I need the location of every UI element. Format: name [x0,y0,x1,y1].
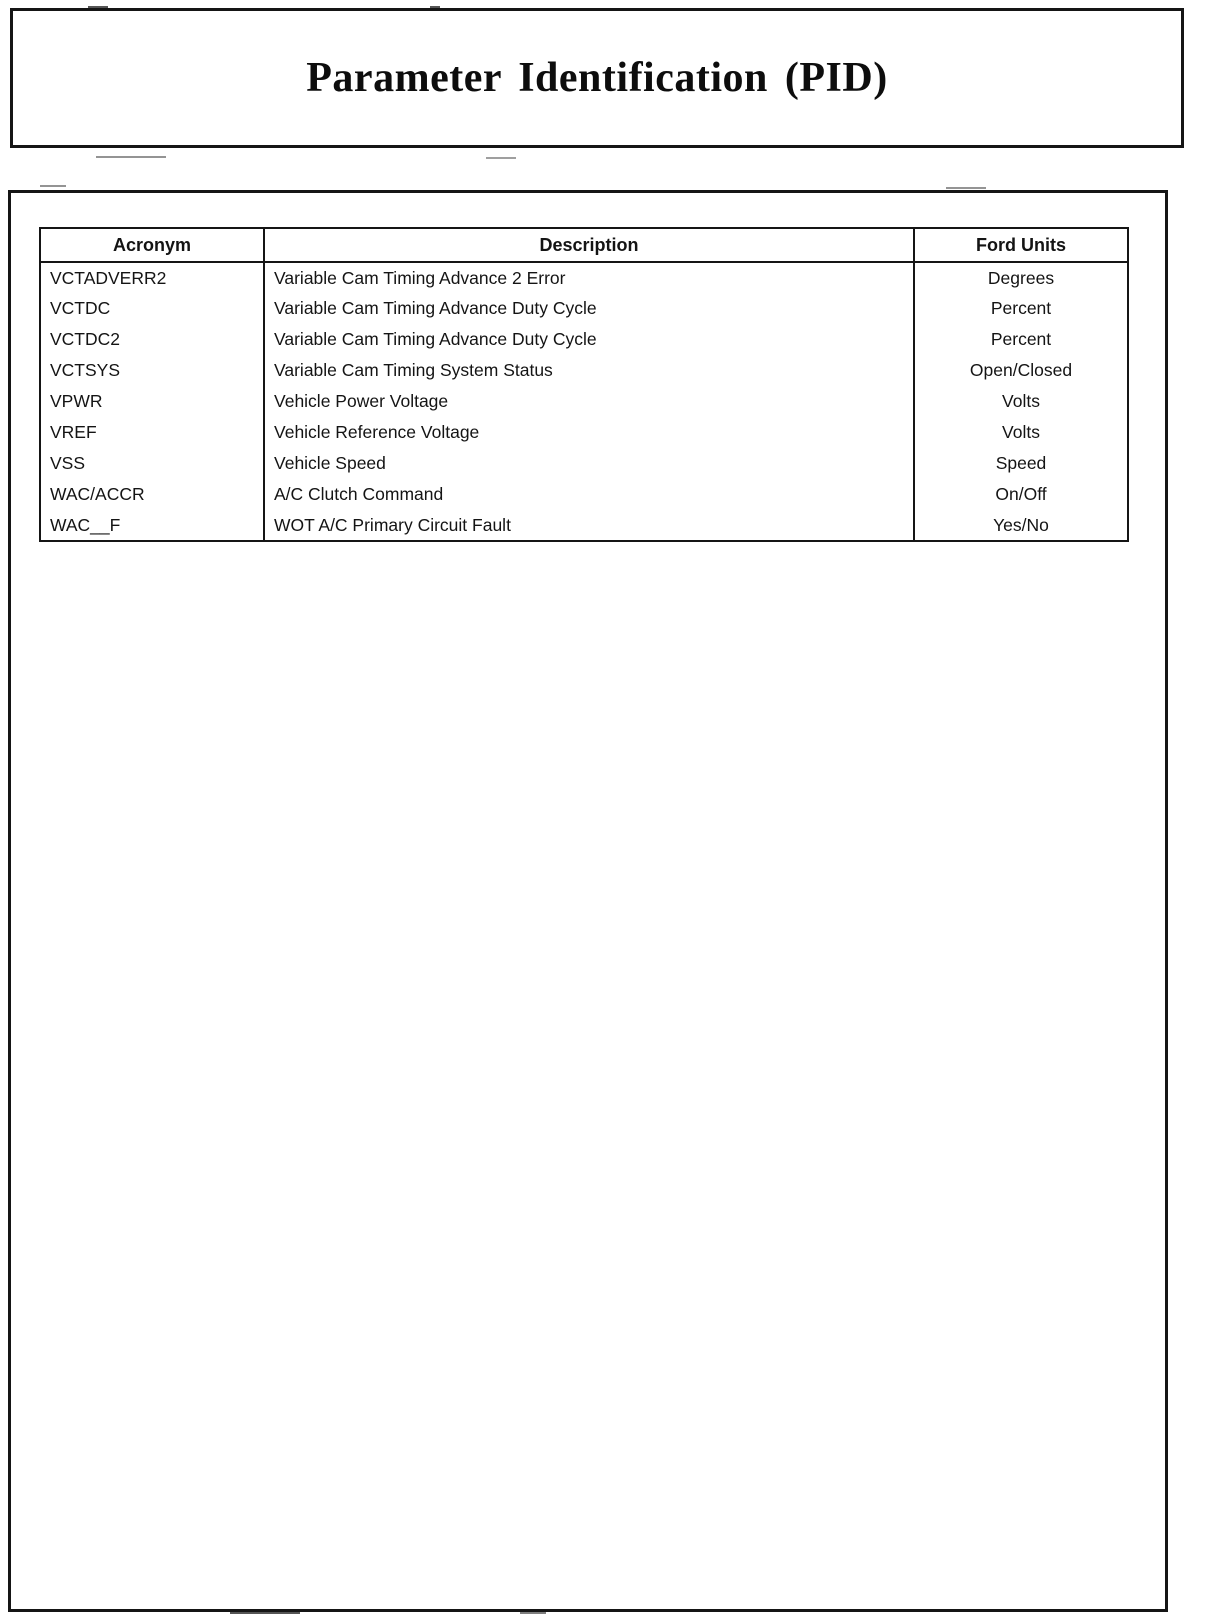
cell-acronym: VSS [40,448,264,479]
content-box [8,190,1168,1612]
table-row [40,293,1128,324]
cell-units: Speed [914,448,1128,479]
pid-table-body [40,262,1128,541]
scan-artifact [486,157,516,159]
table-row [40,417,1128,448]
table-row [40,355,1128,386]
page-title: Parameter Identification (PID) [306,55,888,101]
scan-artifact [946,187,986,189]
table-row [40,448,1128,479]
cell-units: Volts [914,417,1128,448]
cell-description: Vehicle Power Voltage [264,386,914,417]
table-row [40,479,1128,510]
column-header-acronym: Acronym [40,228,264,262]
cell-units: Percent [914,324,1128,355]
cell-description: Variable Cam Timing Advance 2 Error [264,262,914,293]
cell-acronym: VPWR [40,386,264,417]
cell-units: Volts [914,386,1128,417]
cell-acronym: WAC/ACCR [40,479,264,510]
cell-acronym: VCTADVERR2 [40,262,264,293]
table-header-row [40,228,1128,262]
cell-description: Variable Cam Timing Advance Duty Cycle [264,293,914,324]
cell-units: On/Off [914,479,1128,510]
scan-artifact [40,185,66,187]
cell-units: Yes/No [914,510,1128,541]
cell-acronym: VCTSYS [40,355,264,386]
pid-table [39,227,1129,542]
cell-description: WOT A/C Primary Circuit Fault [264,510,914,541]
cell-description: Variable Cam Timing Advance Duty Cycle [264,324,914,355]
table-row [40,386,1128,417]
cell-description: A/C Clutch Command [264,479,914,510]
column-header-description: Description [264,228,914,262]
cell-acronym: VREF [40,417,264,448]
cell-acronym: WAC__F [40,510,264,541]
cell-units: Open/Closed [914,355,1128,386]
table-row [40,510,1128,541]
table-row [40,324,1128,355]
scan-artifact [96,156,166,158]
cell-acronym: VCTDC2 [40,324,264,355]
cell-acronym: VCTDC [40,293,264,324]
cell-description: Variable Cam Timing System Status [264,355,914,386]
scan-artifact [520,1612,546,1614]
cell-description: Vehicle Reference Voltage [264,417,914,448]
title-box [10,8,1184,148]
cell-units: Percent [914,293,1128,324]
cell-description: Vehicle Speed [264,448,914,479]
column-header-ford-units: Ford Units [914,228,1128,262]
cell-units: Degrees [914,262,1128,293]
table-row [40,262,1128,293]
